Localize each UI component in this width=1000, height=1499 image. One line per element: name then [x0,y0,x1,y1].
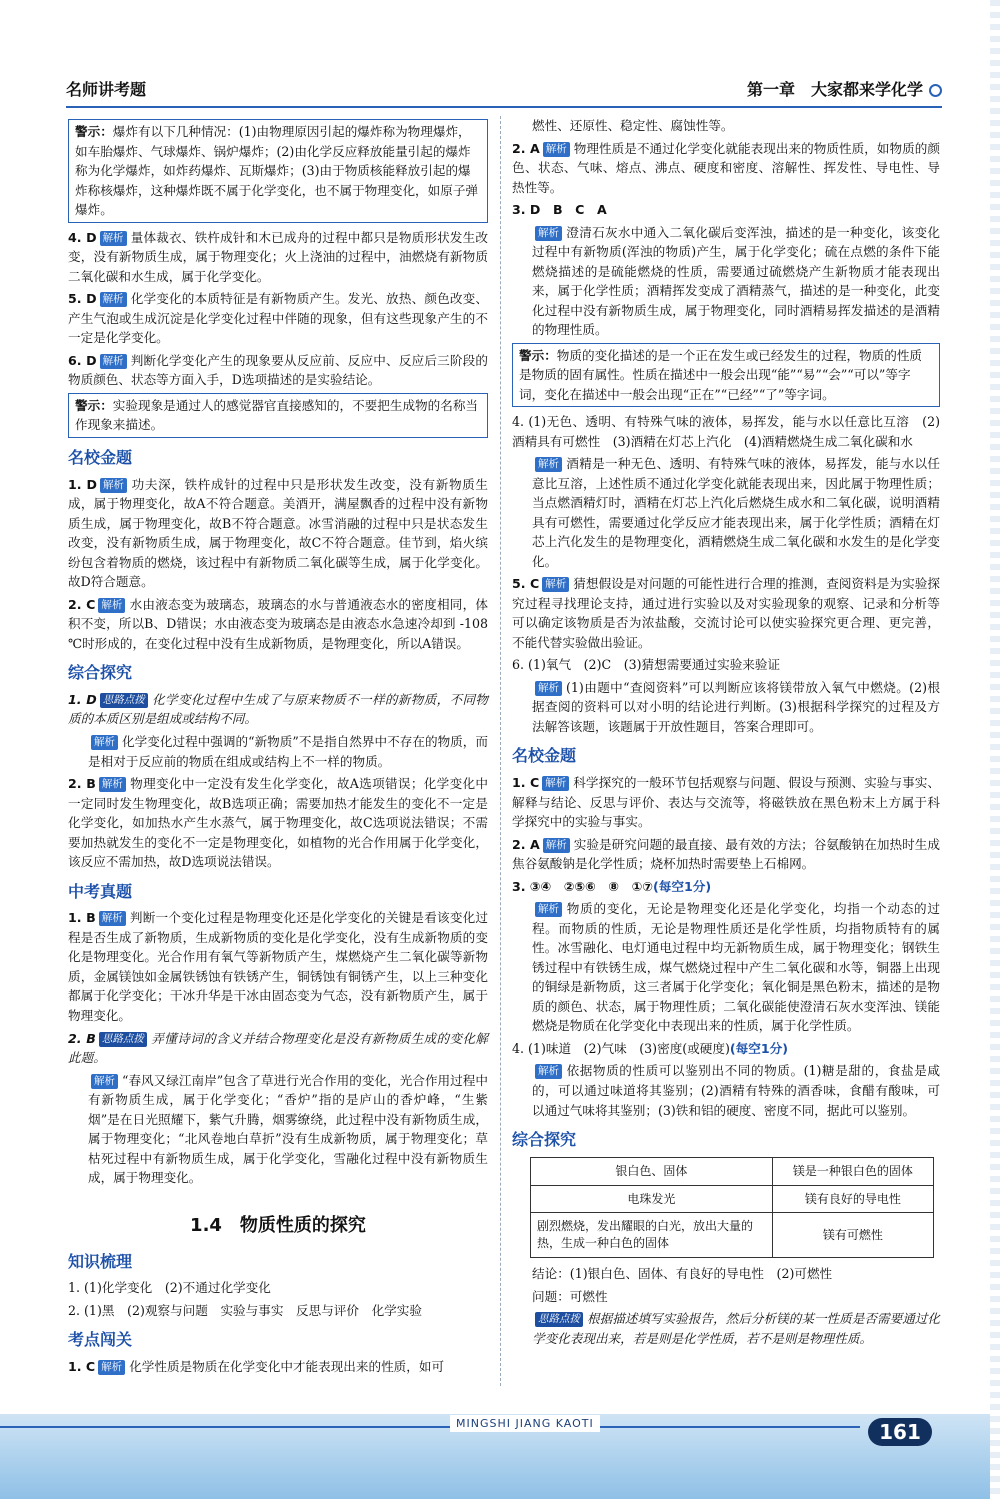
question-number: 1. D [68,691,97,707]
answer-item [68,908,488,1025]
analysis-text: 水由液态变为玻璃态，玻璃态的水与普通液态水的密度相同，体积不变，所以B、D错误；水由液态变为玻璃态是由液态水急速冷却到 -108 ℃时形成的，在变化过程中没有生成新物质，是物理变化，所以A错误。 [68,596,488,651]
circle-icon [929,84,942,97]
answer-item [68,1357,488,1377]
chapter-title: 1.4 物质性质的探究 [190,1214,366,1236]
analysis-text: 物质的变化，无论是物理变化还是化学变化，均指一个动态的过程。而物质的性质，无论是物理性质还是化学性质，均指物质特有的属性。冰雪融化、电灯通电过程中均无新物质生成，属于物理变化；钢铁生锈过程中有铁锈生成，煤气燃烧过程中产生二氧化碳和水等，铜器上出现的铜绿是新物质，这三者属于化学变化；氧化铜是黑色粉末，描述的是物质的颜色、状态，属于物理性质；二氧化碳能使澄清石灰水变浑浊、镁能燃烧是物质在化学变化中表现出来的性质，属于化学性质。 [532,901,940,1034]
answer-item [68,1029,488,1068]
score-note: (每空1分) [653,878,712,894]
analysis-tag: 解析 [99,777,126,792]
analysis-text: 澄清石灰水中通入二氧化碳后变浑浊，描述的是一种变化，该变化过程中有新物质(浑浊的物质)产生，属于化学变化；硫在点燃的条件下能燃烧描述的是硫能燃烧的性质，需要通过硫燃烧产生新物质才能表现出来，属于化学性质；酒精挥发变成了酒精蒸气，描述的是一种变化，此变化过程中没有新物质生成，属于物理变化，同时酒精易挥发描述的是酒精的物理性质。 [532,224,940,338]
question-number: 1. D [68,476,98,492]
question-number: 2. A [512,140,540,156]
answer-item [512,454,940,571]
analysis-text: 猜想假设是对问题的可能性进行合理的推测，查阅资料是为实验探究过程寻找理论支持，通过进行实验以及对实验现象的观察、记录和分析等可以确定该物质是否为浓盐酸，交流讨论可以使实验探究更合理、更完善，不能代替实验做出验证。 [512,576,940,650]
warning-box [68,393,488,438]
section-heading: 名校金题 [512,746,577,766]
answer-item [512,139,940,198]
footer-series: MINGSHI JIANG KAOTI [450,1415,600,1432]
analysis-tag: 解析 [542,776,569,791]
analysis-text: (1)由题中“查阅资料”可以判断应该将镁带放入氧气中燃烧。(2)根据查阅的资料可以对小明的结论进行判断。(3)根据科学探究的过程及方法解答该题，该题属于开放性题目，答案合理即可。 [532,679,940,734]
analysis-text: 功夫深，铁杵成针的过程中只是形状发生改变，没有新物质生成，属于物理变化，故A不符合题意。美酒开，满屋飘香的过程中没有新物质生成，属于物理变化，故B不符合题意。冰雪消融的过程中只是状态发生改变，没有新物质生成，属于物理变化，故C不符合题意。佳节到，焰火缤纷包含着物质的燃烧，该过程中有新物质二氧化碳等生成，属于化学变化。故D符合题意。 [68,476,488,590]
section-heading: 中考真题 [68,881,133,901]
analysis-text: 化学变化过程中强调的“新物质”不是指自然界中不存在的物质，而是相对于反应前的物质在组成或结构上不一样的物质。 [88,734,488,769]
analysis-tag: 解析 [91,735,118,750]
answer-item [512,899,940,1036]
warning-text: 爆炸有以下几种情况：(1)由物理原因引起的爆炸称为物理爆炸，如车胎爆炸、气球爆炸、锅炉爆炸；(2)由化学反应释放能量引起的爆炸称为化学爆炸，如炸药爆炸、瓦斯爆炸；(3)由于物质核能释放引起的爆炸称核爆炸，这种爆炸既不属于化学变化，也不属于物理变化，如原子弹爆炸。 [75,124,478,218]
section-heading: 综合探究 [68,663,133,683]
answer-item [68,228,488,287]
answer-item [68,351,488,390]
section-heading: 综合探究 [512,1130,577,1150]
column-divider [500,116,501,1386]
section-heading: 知识梳理 [68,1251,133,1271]
analysis-text: 酒精是一种无色、透明、有特殊气味的液体，易挥发，能与水以任意比互溶，上述性质不通过化学变化就能表现出来，因此属于物理性质；当点燃酒精灯时，酒精在灯芯上汽化后燃烧生成水和二氧化碳，说明酒精具有可燃性，需要通过化学反应才能表现出来，属于化学性质；酒精在灯芯上汽化发生的是物理变化，酒精燃烧生成二氧化碳和水发生的是化学变化。 [532,456,940,569]
question-text: 问题：可燃性 [532,1288,608,1304]
answer-item [512,835,940,874]
answer-item [512,200,940,220]
hint-text: 弄懂诗词的含义并结合物理变化是没有新物质生成的变化解此题。 [68,1030,489,1066]
analysis-text: 物理性质是不通过化学变化就能表现出来的物质性质，如物质的颜色、状态、气味、熔点、沸点、硬度和密度、溶解性、挥发性、导电性、导热性等。 [512,140,940,195]
analysis-text: 判断一个变化过程是物理变化还是化学变化的关键是看该变化过程是否生成了新物质，生成新物质的变化是化学变化，没有生成新物质的变化是物理变化。光合作用有氧气等新物质产生，煤燃烧产生二氧化碳等新物质，金属镁蚀如金属铁锈蚀有铁锈产生，铜锈蚀有铜锈产生，以上三种变化都属于化学变化；干冰升华是干冰由固态变为气态，没有新物质产生，属于物理变化。 [68,910,489,1023]
analysis-text: 实验是研究问题的最直接、最有效的方法；谷氨酸钠在加热时生成焦谷氨酸钠是化学性质；烧杯加热时需要垫上石棉网。 [512,836,940,872]
question-number: 1. B [68,910,96,926]
section-heading: 考点闯关 [68,1330,133,1350]
analysis-text: 化学性质是物质在化学变化中才能表现出来的性质，如可 [129,1359,445,1375]
analysis-tag: 解析 [535,226,562,241]
analysis-tag: 解析 [100,231,127,246]
answer-item: 1. (1)化学变化 (2)不通过化学变化 [68,1280,271,1296]
answer-item: 2. (1)黑 (2)观察与问题 实验与事实 反思与评价 化学实验 [68,1302,422,1318]
experiment-table [530,1157,934,1258]
answer-text: 4. (1)味道 (2)气味 (3)密度(或硬度) [512,1040,730,1056]
analysis-text: 科学探究的一般环节包括观察与问题、假设与预测、实验与事实、解释与结论、反思与评价、表达与交流等，将磁铁放在黑色粉末上方属于科学探究中的实验与事实。 [512,775,940,830]
warning-text: 实验现象是通过人的感觉器官直接感知的，不要把生成物的名称当作现象来描述。 [75,397,478,433]
page-spine [990,0,1000,1499]
conclusion-text: 结论：(1)银白色、固体、有良好的导电性 (2)可燃性 [532,1266,833,1282]
question-number: 2. B [68,1030,96,1046]
hint-text: 根据描述填写实验报告，然后分析镁的某一性质是否需要通过化学变化表现出来，若是则是化学性质，若不是则是物理性质。 [532,1311,940,1346]
analysis-tag: 解析 [91,1074,118,1089]
analysis-tag: 解析 [99,911,126,926]
hint-tag: 思路点拨 [99,1032,147,1047]
answer-item [512,1061,940,1120]
table-row [531,1185,934,1213]
table-cell: 镁有良好的导电性 [772,1185,933,1213]
right-column [512,116,940,1351]
answer-item: 燃性、还原性、稳定性、腐蚀性等。 [532,118,734,133]
answer-item [512,574,940,652]
question-number: 1. C [68,1359,96,1375]
analysis-text: “春风又绿江南岸”包含了草进行光合作用的变化，光合作用过程中有新物质生成，属于化学变化；“香炉”指的是庐山的香炉峰，“生紫烟”是在日光照耀下，紫气升腾，烟雾缭绕，此过程中没有新物质生成，属于物理变化；“北风卷地白草折”没有生成新物质，属于物理变化；草枯死过程中有新物质生成，属于化学变化，雪融化过程中没有新物质生成，属于物理变化。 [88,1072,488,1186]
page-header [66,72,942,108]
answer-item: 4. (1)无色、透明、有特殊气味的液体，易挥发，能与水以任意比互溶 (2)酒精具有可燃性 (3)酒精在灯芯上汽化 (4)酒精燃烧生成二氧化碳和水 [512,414,940,449]
warning-label: 警示： [75,124,113,139]
warning-box [68,119,488,223]
chapter-header-text: 第一章 大家都来学化学 [746,80,923,100]
answer-item [512,877,940,897]
table-cell: 银白色、固体 [531,1157,773,1185]
question-number: 6. D [68,352,97,368]
left-column [68,116,488,1380]
answer-item [68,1071,488,1188]
page-number: 161 [868,1418,932,1446]
analysis-text: 依据物质的性质可以鉴别出不同的物质。(1)糖是甜的，食盐是咸的，可以通过味道将其鉴别；(2)酒精有特殊的酒香味，食醋有酸味，可以通过气味将其鉴别；(3)铁和铝的硬度、密度不同，据此可以鉴别。 [532,1063,940,1118]
question-number: 2. C [68,596,96,612]
answer-item [512,223,940,340]
answer-item [512,1309,940,1348]
table-cell: 镁有可燃性 [772,1213,933,1258]
section-heading: 名校金题 [68,447,133,467]
chapter-header [747,78,942,103]
question-number: 1. C [512,775,540,791]
analysis-text: 量体裁衣、铁杵成针和木已成舟的过程中都只是物质形状发生改变，没有新物质生成，属于物理变化；火上浇油的过程中，油燃烧有新物质二氧化碳和水生成，属于化学变化。 [68,229,488,284]
hint-tag: 思路点拨 [100,693,148,708]
table-cell: 电珠发光 [531,1185,773,1213]
analysis-text: 化学变化的本质特征是有新物质产生。发光、放热、颜色改变、产生气泡或生成沉淀是化学变化过程中伴随的现象，但有这些现象产生的不一定是化学变化。 [68,291,488,346]
answer-item [68,475,488,592]
analysis-tag: 解析 [100,354,127,369]
table-cell: 镁是一种银白色的固体 [772,1157,933,1185]
warning-text: 物质的变化描述的是一个正在发生或已经发生的过程，物质的性质是物质的固有属性。性质在描述中一般会出现“能”“易”“会”“可以”等字词，变化在描述中一般会出现“正在”“已经”“了”等字词。 [519,347,922,402]
answer-item [512,678,940,737]
analysis-text: 物理变化中一定没有发生化学变化，故A选项错误；化学变化中一定同时发生物理变化，故B选项正确；需要加热才能发生的变化不一定是化学变化，如加热水产生水蒸气，属于物理变化，故C选项说法错误；不需要加热就发生的变化不一定是物理变化，如植物的光合作用属于化学变化，该反应不需加热，故D选项说法错误。 [68,776,488,870]
analysis-tag: 解析 [542,577,569,592]
answer-item [68,690,488,729]
warning-box [512,343,940,408]
warning-label: 警示： [519,347,557,363]
analysis-tag: 解析 [543,142,570,157]
question-number: 3. ③④ ②⑤⑥ ⑧ ①⑦ [512,878,654,894]
question-number: 5. D [68,291,97,307]
answer-item [68,732,488,771]
analysis-tag: 解析 [535,902,562,917]
answer-item [68,774,488,872]
analysis-tag: 解析 [100,292,127,307]
footer-rule [0,1426,860,1428]
analysis-tag: 解析 [98,598,125,613]
page-footer [0,1414,1000,1499]
table-row [531,1157,934,1185]
answer-item [68,289,488,348]
question-number: 4. D [68,229,97,245]
score-note: (每空1分) [729,1040,788,1056]
analysis-tag: 解析 [100,478,127,493]
warning-label: 警示： [75,397,113,413]
analysis-tag: 解析 [98,1360,125,1375]
question-number: 5. C [512,576,540,592]
answer-item: 6. (1)氧气 (2)C (3)猜想需要通过实验来验证 [512,657,781,673]
question-number: 2. B [68,776,96,792]
answer-item [68,595,488,654]
hint-tag: 思路点拨 [535,1312,583,1327]
question-number: 3. D B C A [512,202,607,218]
table-row [531,1213,934,1258]
analysis-text: 判断化学变化产生的现象要从反应前、反应中、反应后三阶段的物质颜色、状态等方面入手，D选项描述的是实验结论。 [68,352,488,388]
analysis-tag: 解析 [535,1064,562,1079]
analysis-tag: 解析 [535,457,562,472]
hint-text: 化学变化过程中生成了与原来物质不一样的新物质，不同物质的本质区别是组成或结构不同。 [68,691,489,727]
book-title: 名师讲考题 [66,80,147,100]
analysis-tag: 解析 [535,681,562,696]
table-cell: 剧烈燃烧，发出耀眼的白光，放出大量的热，生成一种白色的固体 [531,1213,773,1258]
answer-item [512,1039,940,1059]
analysis-tag: 解析 [543,838,570,853]
question-number: 2. A [512,836,540,852]
answer-item [512,773,940,832]
